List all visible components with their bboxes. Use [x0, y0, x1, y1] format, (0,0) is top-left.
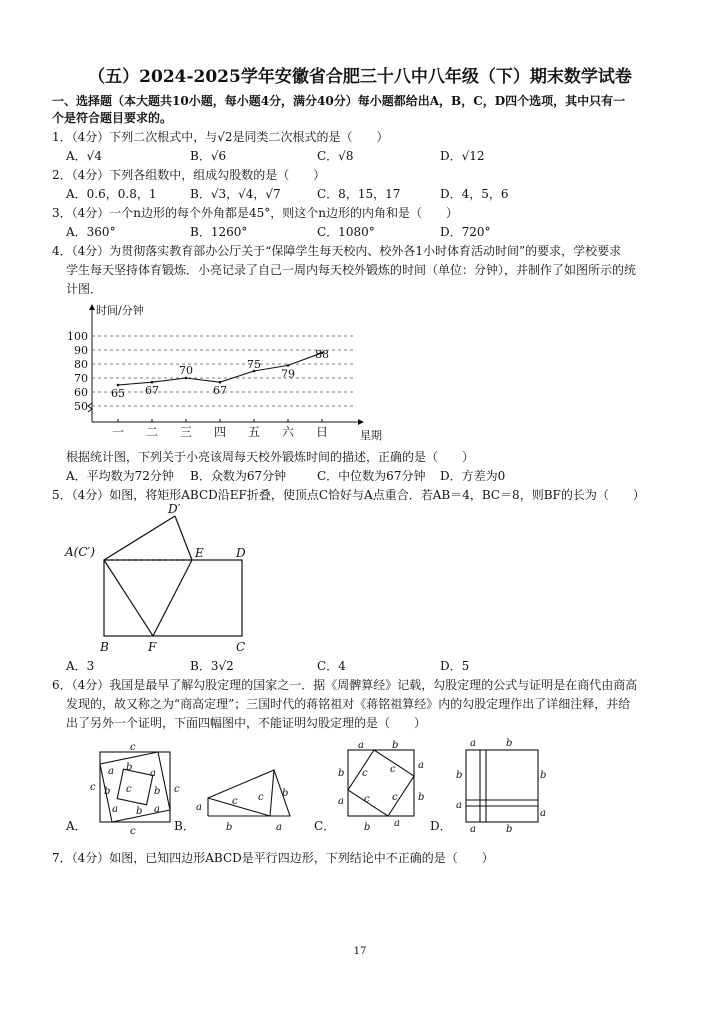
q4-line3: 计图．: [66, 282, 103, 296]
figb-label-c2: c: [258, 792, 264, 803]
figa-label-c-bottom: c: [130, 826, 136, 837]
data-label-5: 79: [281, 367, 295, 381]
figc-label-a3: a: [338, 796, 344, 807]
x-axis-label: 星期: [360, 429, 382, 442]
section-heading-line2: 个是符合题目要求的。: [52, 111, 173, 125]
q5-option-c: C．4: [317, 659, 346, 673]
figd-label-b1: b: [506, 738, 513, 749]
figa-label-b4: b: [136, 806, 143, 817]
x-tick-label-6: 日: [315, 425, 329, 439]
data-point-3: [219, 381, 222, 384]
q2-stem: 2．（4分）下列各组数中，组成勾股数的是（ ）: [52, 168, 326, 182]
q1-stem: 1．（4分）下列二次根式中，与√2是同类二次根式的是（ ）: [52, 130, 389, 144]
y-tick-label-80: 80: [74, 358, 88, 371]
q6-figure-c: [334, 740, 424, 834]
figd-label-a3: a: [540, 808, 546, 819]
figd-label-a4: a: [470, 824, 476, 834]
figc-label-b3: b: [418, 792, 424, 803]
figa-label-b1: b: [126, 762, 133, 773]
label-dprime: D′: [168, 502, 181, 516]
q4-line1: 4．（4分）为贯彻落实教育部办公厅关于“保障学生每天校内、校外各1小时体育活动时间”的要求，学校要求: [52, 244, 622, 258]
figb-label-b1: b: [282, 788, 289, 799]
x-tick-label-1: 二: [145, 425, 159, 439]
q4-option-c: C．中位数为67分钟: [317, 469, 426, 483]
figb-label-b2: b: [226, 822, 233, 833]
q3-option-b: B．1260°: [190, 225, 248, 239]
y-axis-arrow: [89, 304, 95, 310]
figa-label-c-center: c: [126, 784, 132, 795]
q6-figure-d: [452, 736, 548, 834]
q2-option-a: A．0.6，0.8，1: [66, 187, 157, 201]
figd-label-b2: b: [456, 770, 463, 781]
segment-a-dprime: [104, 516, 175, 560]
figb-label-a2: a: [276, 822, 282, 833]
q1-option-c: C．√8: [317, 149, 354, 163]
data-point-5: [287, 364, 290, 367]
q3-option-a: A．360°: [66, 225, 116, 239]
q2-option-c: C．8，15，17: [317, 187, 401, 201]
q2-option-d: D．4，5，6: [440, 187, 509, 201]
label-f: F: [148, 640, 157, 654]
q5-option-a: A．3: [66, 659, 95, 673]
q1-option-d: D．√12: [440, 149, 485, 163]
label-c: C: [236, 640, 246, 654]
q3-option-d: D．720°: [440, 225, 491, 239]
q4-line2: 学生每天坚持体育锻炼．小亮记录了自己一周内每天校外锻炼的时间（单位：分钟），并制作了如图所示的统: [66, 263, 637, 277]
q6-option-d: D．: [430, 819, 452, 833]
q5-option-b: B．3√2: [190, 659, 234, 673]
fold-line-ef: [153, 560, 192, 636]
q4-option-d: D．方差为0: [440, 469, 506, 483]
q4-after: 根据统计图，下列关于小亮该周每天校外锻炼时间的描述，正确的是（ ）: [66, 450, 475, 464]
q3-option-c: C．1080°: [317, 225, 375, 239]
q5-fold-diagram: [60, 500, 270, 658]
figc-label-b4: b: [364, 822, 371, 833]
figc-label-a2: a: [418, 760, 424, 771]
page-title: （五）2024-2025学年安徽省合肥三十八中八年级（下）期末数学试卷: [88, 67, 632, 87]
y-tick-label-90: 90: [74, 344, 88, 357]
y-tick-label-50: 50: [74, 400, 88, 413]
figc-label-c2: c: [390, 764, 396, 775]
y-tick-label-60: 60: [74, 386, 88, 399]
figa-label-b2: b: [104, 786, 111, 797]
q6-option-c: C．: [314, 819, 336, 833]
figc-label-c3: c: [364, 794, 370, 805]
figd-label-b3: b: [540, 770, 547, 781]
q6-line1: 6．（4分）我国是最早了解勾股定理的国家之一．据《周髀算经》记载，勾股定理的公式与证明是在商代由商高: [52, 678, 638, 692]
figc-label-b2: b: [338, 768, 345, 779]
q6-figure-a: [84, 742, 184, 838]
figa-label-c-right: c: [174, 784, 180, 795]
q4-option-a: A．平均数为72分钟: [66, 469, 174, 483]
q3-stem: 3．（4分）一个n边形的每个外角都是45°，则这个n边形的内角和是（ ）: [52, 206, 458, 220]
q6-option-a: A．: [66, 819, 87, 833]
q6-option-b: B．: [174, 819, 195, 833]
figa-label-b3: b: [154, 786, 161, 797]
figc-label-c1: c: [362, 768, 368, 779]
figb-label-c1: c: [232, 796, 238, 807]
data-point-1: [151, 381, 154, 384]
segment-dprime-e: [175, 516, 192, 560]
y-tick-label-100: 100: [67, 330, 88, 343]
data-point-2: [185, 377, 188, 380]
x-tick-label-2: 三: [179, 425, 193, 439]
x-tick-label-4: 五: [247, 425, 261, 439]
q6-figure-b: [192, 760, 302, 838]
q1-option-a: A．√4: [66, 149, 102, 163]
x-tick-label-5: 六: [281, 425, 295, 439]
y-axis-label: 时间/分钟: [96, 304, 144, 317]
figb-label-a1: a: [196, 802, 202, 813]
page-number: 17: [353, 946, 367, 957]
figa-label-a2: a: [150, 768, 156, 779]
x-tick-label-3: 四: [213, 425, 227, 439]
figc-label-a1: a: [358, 740, 364, 751]
figd-label-b4: b: [506, 824, 513, 834]
q7-stem: 7．（4分）如图，已知四边形ABCD是平行四边形，下列结论中不正确的是（ ）: [52, 851, 494, 865]
q5-stem: 5．（4分）如图，将矩形ABCD沿EF折叠，使顶点C恰好与A点重合．若AB＝4，BC＝8，则BF的长为（ ）: [52, 488, 645, 502]
figd-label-a1: a: [470, 738, 476, 749]
data-label-2: 70: [179, 364, 193, 377]
figd-label-a2: a: [456, 800, 462, 811]
figa-label-c-left: c: [90, 782, 96, 793]
y-tick-label-70: 70: [74, 372, 88, 385]
segment-a-f: [104, 560, 153, 636]
figa-label-c-top: c: [130, 742, 136, 753]
figc-label-a4: a: [394, 818, 400, 829]
data-label-6: 88: [315, 347, 329, 361]
weekly-exercise-line-chart: [56, 300, 396, 442]
figc-label-c4: c: [392, 792, 398, 803]
figa-label-a4: a: [154, 804, 160, 815]
x-axis-arrow: [358, 419, 364, 425]
label-d: D: [236, 546, 246, 560]
q5-option-d: D．5: [440, 659, 470, 673]
data-point-0: [117, 384, 120, 387]
data-label-4: 75: [247, 358, 261, 371]
q1-option-b: B．√6: [190, 149, 227, 163]
label-b: B: [100, 640, 109, 654]
data-label-1: 67: [145, 384, 159, 398]
x-tick-label-0: 一: [111, 425, 125, 439]
section-heading-line1: 一、选择题（本大题共10小题，每小题4分，满分40分）每小题都给出A，B，C，D四个选项，其中只有一: [52, 94, 626, 108]
figa-label-a1: a: [108, 766, 114, 777]
q2-option-b: B．√3，√4，√7: [190, 187, 281, 201]
figa-label-a3: a: [112, 804, 118, 815]
data-label-0: 65: [111, 387, 125, 400]
label-e: E: [195, 546, 204, 560]
data-label-3: 67: [213, 384, 227, 398]
label-a-cprime: A(C′): [65, 545, 95, 559]
q6-line3: 出了另外一个证明，下面四幅图中，不能证明勾股定理的是（ ）: [66, 716, 427, 730]
figc-label-b1: b: [392, 740, 399, 751]
q4-option-b: B．众数为67分钟: [190, 469, 287, 483]
q6-line2: 发现的，故又称之为“商高定理”；三国时代的蒋铭祖对《蒋铭祖算经》内的勾股定理作出了详细注释，并给: [66, 697, 631, 711]
y-axis-break: [88, 403, 92, 412]
